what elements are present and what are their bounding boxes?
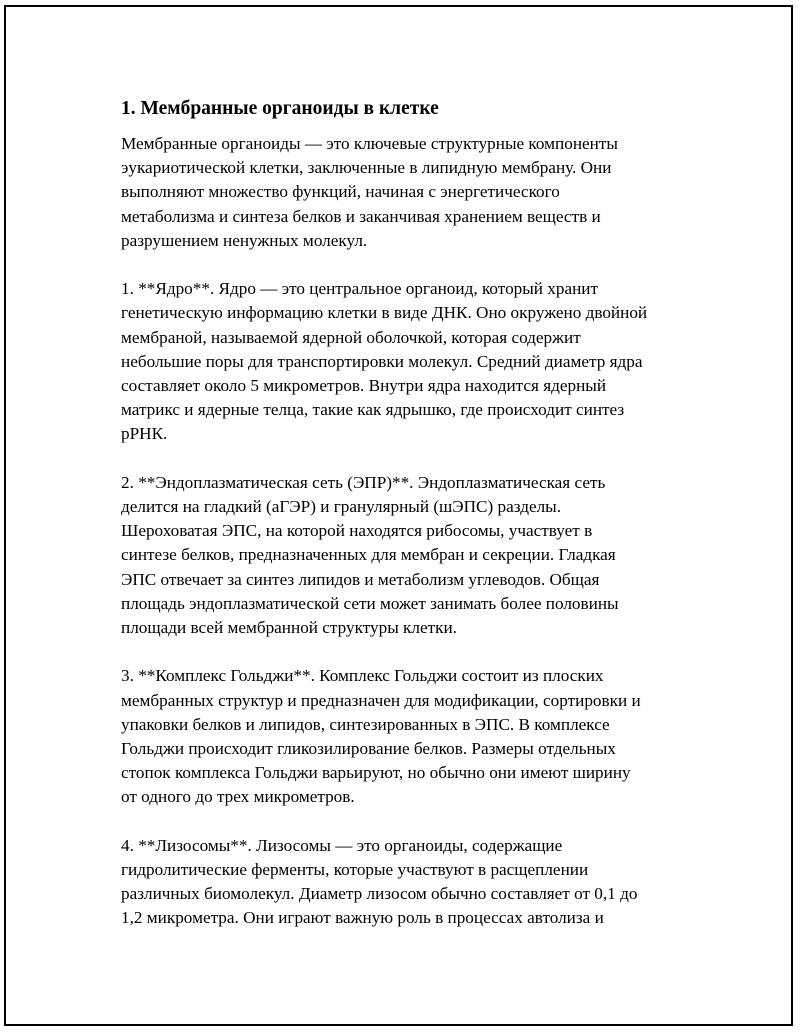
text-line: метаболизма и синтеза белков и заканчивая хранением веществ и xyxy=(121,206,601,226)
text-line: Шероховатая ЭПС, на которой находятся рибосомы, участвует в xyxy=(121,521,593,541)
text-line: делится на гладкий (аГЭР) и гранулярный (шЭПС) разделы. xyxy=(121,497,562,517)
text-line: Мембранные органоиды — это ключевые структурные компоненты xyxy=(121,134,618,153)
text-line: Гольджи происходит гликозилирование белков. Размеры отдельных xyxy=(121,739,616,759)
text-line: 4. **Лизосомы**. Лизосомы — это органоиды, содержащие xyxy=(121,835,563,855)
text-line: 2. **Эндоплазматическая сеть (ЭПР)**. Эндоплазматическая сеть xyxy=(121,472,606,492)
text-line: площади всей мембранной структуры клетки. xyxy=(121,618,457,638)
section-heading: 1. Мембранные органоиды в клетке xyxy=(121,98,439,119)
text-line: матрикс и ядерные телца, такие как ядрышко, где происходит синтез xyxy=(121,400,625,420)
text-line: рРНК. xyxy=(121,424,168,444)
lysosome-paragraph xyxy=(121,834,701,931)
text-line: различных биомолекул. Диаметр лизосом обычно составляет от 0,1 до xyxy=(121,884,638,904)
text-line: мембранных структур и предназначен для модификации, сортировки и xyxy=(121,690,641,710)
text-line: стопок комплекса Гольджи варьируют, но обычно они имеют ширину xyxy=(121,763,631,783)
text-line: гидролитические ферменты, которые участвуют в расщеплении xyxy=(121,860,589,880)
text-line: от одного до трех микрометров. xyxy=(121,787,355,807)
text-line: составляет около 5 микрометров. Внутри ядра находится ядерный xyxy=(121,376,607,396)
text-line: разрушением ненужных молекул. xyxy=(121,230,368,250)
text-line: синтезе белков, предназначенных для мембран и секреции. Гладкая xyxy=(121,545,616,565)
golgi-paragraph xyxy=(121,664,701,809)
text-line: эукариотической клетки, заключенные в липидную мембрану. Они xyxy=(121,158,612,178)
er-paragraph xyxy=(121,471,701,640)
text-line: ЭПС отвечает за синтез липидов и метаболизм углеводов. Общая xyxy=(121,569,600,589)
text-line: небольшие поры для транспортировки молекул. Средний диаметр ядра xyxy=(121,351,643,371)
document-page xyxy=(4,5,793,1026)
text-line: мембраной, называемой ядерной оболочкой, которая содержит xyxy=(121,327,581,347)
text-line: 1,2 микрометра. Они играют важную роль в процессах автолиза и xyxy=(121,908,604,928)
document-content xyxy=(121,96,701,955)
intro-paragraph xyxy=(121,132,701,253)
text-line: генетическую информацию клетки в виде ДНК. Оно окружено двойной xyxy=(121,303,648,323)
text-line: 3. **Комплекс Гольджи**. Комплекс Гольджи состоит из плоских xyxy=(121,666,604,686)
text-line: 1. **Ядро**. Ядро — это центральное органоид, который хранит xyxy=(121,279,599,299)
text-line: площадь эндоплазматической сети может занимать более половины xyxy=(121,593,619,613)
text-line: выполняют множество функций, начиная с энергетического xyxy=(121,182,560,202)
text-line: упаковки белков и липидов, синтезированных в ЭПС. В комплексе xyxy=(121,714,610,734)
nucleus-paragraph xyxy=(121,277,701,446)
